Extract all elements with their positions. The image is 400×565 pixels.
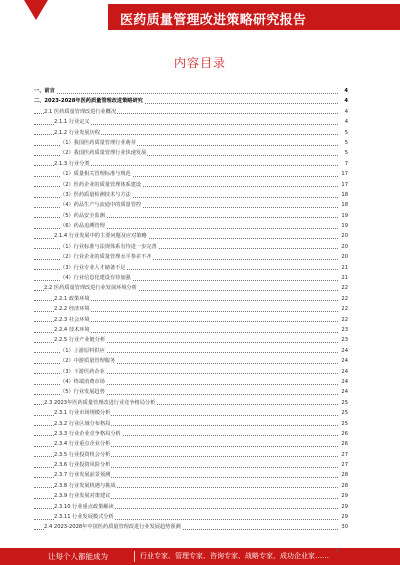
toc-entry-title: 2.1.4 行业发展中的主要问题及应对策略 [54, 231, 148, 241]
toc-entry-title: 2.1.1 行业定义 [54, 117, 91, 127]
toc-entry-page: 5 [344, 138, 348, 148]
toc-entry[interactable] [34, 273, 348, 283]
toc-entry-page: 25 [340, 408, 348, 418]
toc-entry[interactable] [34, 408, 348, 418]
toc-entry-page: 23 [340, 335, 348, 345]
toc-entry-page: 22 [340, 294, 348, 304]
toc-entry-title: 一、前言 [34, 86, 56, 96]
toc-entry[interactable] [34, 148, 348, 158]
toc-entry-page: 26 [340, 439, 348, 449]
toc-entry-title: 2.3.11 行业发展模式分析 [54, 512, 115, 522]
toc-entry-title: （3）医药质量检测技术与方法 [60, 190, 132, 200]
toc-entry-title: 2.3.3 行业企业竞争格局分析 [54, 429, 122, 439]
toc-entry-title: （5）行业发展趋势 [60, 387, 106, 397]
toc-entry-page: 19 [340, 211, 348, 221]
logo-icon [24, 0, 48, 20]
toc-entry-title: 2.2.3 社会环境 [54, 315, 91, 325]
toc-entry-title: 2.3.7 行业发展前景预测 [54, 470, 111, 480]
toc-entry[interactable] [34, 512, 348, 522]
toc-entry[interactable] [34, 190, 348, 200]
toc-entry-page: 20 [340, 242, 348, 252]
toc-entry-page: 4 [344, 117, 348, 127]
toc-entry[interactable] [34, 491, 348, 501]
toc-entry[interactable] [34, 429, 348, 439]
toc-entry-page: 27 [340, 450, 348, 460]
toc-entry-page: 25 [340, 398, 348, 408]
toc-entry-page: 4 [343, 96, 348, 106]
toc-entry-title: （2）我国医药质量管理行业快速发展 [60, 148, 147, 158]
toc-entry[interactable] [34, 159, 348, 169]
toc-entry-title: （4）终端消费市场 [60, 377, 106, 387]
toc-entry[interactable] [34, 283, 348, 293]
toc-entry-title: 2.3.8 行业发展机遇与挑战 [54, 481, 117, 491]
toc-entry-title: （6）药品追溯管理 [60, 221, 106, 231]
toc-entry[interactable] [34, 522, 348, 532]
toc-entry[interactable] [34, 211, 348, 221]
toc-entry-page: 28 [340, 481, 348, 491]
toc-entry-page: 5 [344, 128, 348, 138]
toc-entry[interactable] [34, 221, 348, 231]
toc-entry-title: （4）药品生产与流通中的质量管控 [60, 200, 142, 210]
toc-entry-title: （1）上游原料供应 [60, 346, 106, 356]
toc-entry-title: （3）下游医药企业 [60, 367, 106, 377]
toc-entry-page: 19 [340, 221, 348, 231]
toc-entry-title: 2.3.10 行业重点政策解读 [54, 502, 115, 512]
toc-entry[interactable] [34, 128, 348, 138]
toc-entry[interactable] [34, 325, 348, 335]
toc-entry[interactable] [34, 346, 348, 356]
toc-entry[interactable] [34, 180, 348, 190]
toc-entry[interactable] [34, 335, 348, 345]
toc-entry-title: 2.2.1 政策环境 [54, 294, 91, 304]
toc-entry[interactable] [34, 315, 348, 325]
toc-entry-page: 24 [340, 356, 348, 366]
toc-entry-page: 29 [340, 502, 348, 512]
toc-entry-page: 24 [340, 367, 348, 377]
toc-entry[interactable] [34, 502, 348, 512]
toc-entry-title: （1）行业标准与法规体系有待进一步完善 [60, 242, 158, 252]
page-footer [0, 548, 400, 565]
toc-entry[interactable] [34, 377, 348, 387]
toc-entry-title: （2）行业企业的质量管理水平参差不齐 [60, 252, 153, 262]
toc-entry-page: 26 [340, 429, 348, 439]
toc-entry[interactable] [34, 470, 348, 480]
toc-entry-page: 24 [340, 377, 348, 387]
toc-entry-title: 2.3 2023年医药质量管理改进行业竞争格局分析 [44, 398, 156, 408]
toc-entry-title: （3）行业专业人才储备不足 [60, 263, 127, 273]
toc-entry[interactable] [34, 367, 348, 377]
toc-entry[interactable] [34, 419, 348, 429]
toc-entry-page: 20 [340, 252, 348, 262]
toc-entry[interactable] [34, 263, 348, 273]
toc-entry-title: （2）中游质量管理服务 [60, 356, 116, 366]
toc-entry-title: 二、2023-2028年医药质量管理改进策略研究 [34, 96, 144, 106]
toc-entry-page: 22 [340, 283, 348, 293]
toc-entry-page: 20 [340, 231, 348, 241]
toc-entry-title: 2.2 医药质量管理改进行业发展环境分析 [44, 283, 138, 293]
toc-entry[interactable] [34, 460, 348, 470]
toc-entry[interactable] [34, 481, 348, 491]
toc-entry-title: 2.3.5 行业投资机会分析 [54, 450, 111, 460]
toc-entry-page: 18 [340, 190, 348, 200]
toc-entry[interactable] [34, 398, 348, 408]
toc-entry-title: 2.2.5 行业产业链分析 [54, 335, 106, 345]
toc-entry[interactable] [34, 117, 348, 127]
toc-entry-page: 7 [344, 159, 348, 169]
toc-entry-title: 2.3.1 行业市场规模分析 [54, 408, 111, 418]
toc-entry-title: 2.2.2 经济环境 [54, 304, 91, 314]
report-title: 医药质量管理改进策略研究报告 [120, 13, 307, 28]
toc-entry-page: 21 [340, 263, 348, 273]
toc-entry-title: （1）我国医药质量管理行业萌芽 [60, 138, 137, 148]
toc-entry-page: 5 [344, 148, 348, 158]
toc-entry[interactable] [34, 439, 348, 449]
toc-entry[interactable] [34, 231, 348, 241]
toc-entry-page: 4 [344, 107, 348, 117]
toc-entry-title: 2.1 医药质量管理改进行业概况 [44, 107, 117, 117]
toc-entry-page: 17 [340, 180, 348, 190]
toc-leader-dots [34, 93, 338, 94]
toc-entry-title: 2.2.4 技术环境 [54, 325, 91, 335]
toc-entry-title: 2.1.2 行业发展历程 [54, 128, 101, 138]
footer-divider [134, 551, 135, 562]
toc-entry-page: 17 [340, 169, 348, 179]
toc-entry-title: 2.3.4 行业重点企业分析 [54, 439, 111, 449]
header-bar [108, 4, 400, 30]
toc-entry[interactable] [34, 86, 348, 96]
toc-entry[interactable] [34, 252, 348, 262]
toc-entry-title: （4）行业信息化建设有待加强 [60, 273, 132, 283]
toc-entry[interactable] [34, 200, 348, 210]
toc-entry-title: 2.3.6 行业投资风险分析 [54, 460, 111, 470]
toc-entry-page: 18 [340, 200, 348, 210]
toc-entry-title: 2.1.3 行业分类 [54, 159, 91, 169]
toc-entry-page: 25 [340, 419, 348, 429]
page-header [0, 0, 400, 36]
toc-entry[interactable] [34, 294, 348, 304]
toc-entry-page: 30 [340, 522, 348, 532]
toc-title: 内容目录 [173, 56, 226, 70]
toc-entry[interactable] [34, 242, 348, 252]
toc-entry-page: 27 [340, 460, 348, 470]
toc-entry-title: （1）质量相关管理标准与规范 [60, 169, 132, 179]
toc-entry[interactable] [34, 450, 348, 460]
toc-entry[interactable] [34, 107, 348, 117]
toc-entry[interactable] [34, 387, 348, 397]
toc-entry[interactable] [34, 169, 348, 179]
toc-entry-title: 2.4 2023-2028年中国医药质量管理改进行业发展趋势预测 [44, 522, 182, 532]
toc-entry-page: 28 [340, 470, 348, 480]
toc-entry-page: 4 [343, 86, 348, 96]
toc-entry-page: 22 [340, 304, 348, 314]
toc-entry-title: （5）药品安全监测 [60, 211, 106, 221]
footer-experts: 行业专家、管理专家、咨询专家、战略专家、成功企业家…… [140, 552, 329, 560]
toc-entry-title: 2.3.9 行业发展对策建议 [54, 491, 111, 501]
toc-entry-page: 21 [340, 273, 348, 283]
table-of-contents [34, 86, 348, 533]
toc-entry-page: 29 [340, 491, 348, 501]
page-number: 1 [336, 548, 340, 554]
toc-entry-page: 24 [340, 346, 348, 356]
toc-entry-page: 24 [340, 387, 348, 397]
toc-entry-page: 29 [340, 512, 348, 522]
toc-entry[interactable] [34, 138, 348, 148]
footer-slogan: 让每个人都能成为 [48, 552, 108, 561]
toc-entry-page: 22 [340, 315, 348, 325]
toc-entry[interactable] [34, 304, 348, 314]
toc-entry[interactable] [34, 96, 348, 106]
toc-entry[interactable] [34, 356, 348, 366]
toc-entry-page: 23 [340, 325, 348, 335]
toc-entry-title: （2）医药企业的质量管理体系建设 [60, 180, 142, 190]
toc-entry-title: 2.3.2 行业区域分布格局 [54, 419, 111, 429]
